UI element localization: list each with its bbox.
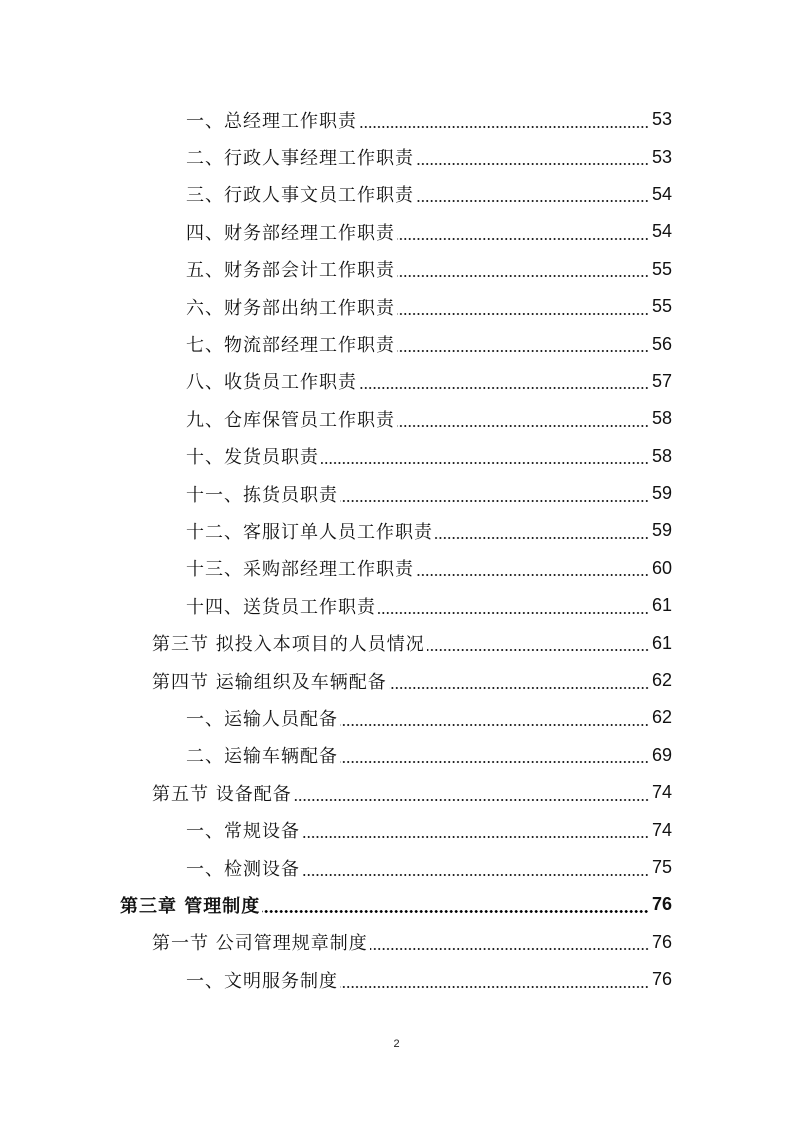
dot-leader — [416, 163, 649, 165]
toc-entry[interactable] — [0, 737, 793, 774]
toc-entry[interactable] — [0, 176, 793, 213]
toc-entry[interactable] — [0, 475, 793, 512]
toc-entry-page: 69 — [651, 744, 672, 765]
toc-entry-title: 一、总经理工作职责 — [186, 110, 357, 132]
toc-entry-page: 76 — [651, 969, 672, 990]
toc-entry-title: 第一节 公司管理规章制度 — [152, 933, 368, 955]
toc-entry[interactable] — [0, 251, 793, 288]
toc-entry-page: 55 — [651, 296, 672, 317]
toc-entry-page: 58 — [651, 408, 672, 429]
toc-entry[interactable] — [0, 325, 793, 362]
toc-entry-title: 十四、送货员工作职责 — [186, 596, 376, 618]
dot-leader — [340, 761, 649, 763]
dot-leader — [397, 275, 649, 277]
toc-entry[interactable] — [0, 849, 793, 886]
toc-entry-title: 十、发货员职责 — [186, 447, 319, 469]
toc-entry-page: 54 — [651, 221, 672, 242]
toc-entry[interactable] — [0, 438, 793, 475]
dot-leader — [302, 874, 649, 876]
toc-entry-title: 十二、客服订单人员工作职责 — [186, 521, 433, 543]
dot-leader — [435, 537, 649, 539]
toc-entry-page: 55 — [651, 258, 672, 279]
toc-section-entry[interactable] — [0, 624, 793, 661]
toc-entry[interactable] — [0, 138, 793, 175]
toc-entry-title: 十三、采购部经理工作职责 — [186, 559, 414, 581]
toc-entry-title: 五、财务部会计工作职责 — [186, 260, 395, 282]
toc-entry[interactable] — [0, 213, 793, 250]
toc-entry-title: 一、检测设备 — [186, 858, 300, 880]
toc-entry-page: 74 — [651, 819, 672, 840]
toc-entry-title: 第五节 设备配备 — [152, 783, 292, 805]
dot-leader — [416, 200, 649, 202]
toc-entry-title: 二、运输车辆配备 — [186, 746, 338, 768]
toc-entry-page: 74 — [651, 782, 672, 803]
toc-entry-page: 59 — [651, 520, 672, 541]
toc-entry-title: 八、收货员工作职责 — [186, 372, 357, 394]
dot-leader — [389, 687, 649, 689]
toc-entry-title: 二、行政人事经理工作职责 — [186, 148, 414, 170]
dot-leader — [321, 462, 649, 464]
toc-entry[interactable] — [0, 363, 793, 400]
toc-entry-title: 三、行政人事文员工作职责 — [186, 185, 414, 207]
toc-entry-title: 四、财务部经理工作职责 — [186, 222, 395, 244]
toc-chapter-entry[interactable] — [0, 886, 793, 923]
toc-entry-page: 62 — [651, 707, 672, 728]
toc-entry-title: 七、物流部经理工作职责 — [186, 335, 395, 357]
toc-entry[interactable] — [0, 550, 793, 587]
toc-entry-page: 61 — [651, 595, 672, 616]
toc-entry-page: 62 — [651, 670, 672, 691]
toc-entry-page: 56 — [651, 333, 672, 354]
toc-entry-page: 76 — [651, 931, 672, 952]
toc-entry-page: 76 — [651, 894, 672, 915]
dot-leader — [397, 350, 649, 352]
dot-leader — [416, 574, 649, 576]
dot-leader — [302, 836, 649, 838]
toc-entry-title: 一、常规设备 — [186, 821, 300, 843]
toc-entry-title: 一、运输人员配备 — [186, 708, 338, 730]
dot-leader — [340, 986, 649, 988]
dot-leader — [359, 387, 649, 389]
table-of-contents — [0, 101, 793, 998]
toc-entry[interactable] — [0, 811, 793, 848]
dot-leader — [397, 313, 649, 315]
toc-section-entry[interactable] — [0, 662, 793, 699]
toc-entry[interactable] — [0, 288, 793, 325]
toc-entry[interactable] — [0, 699, 793, 736]
toc-entry-page: 75 — [651, 857, 672, 877]
dot-leader — [378, 612, 649, 614]
toc-entry[interactable] — [0, 587, 793, 624]
toc-entry[interactable] — [0, 101, 793, 138]
dot-leader — [294, 799, 649, 801]
dot-leader — [427, 649, 649, 651]
toc-entry-page: 61 — [651, 632, 672, 653]
toc-section-entry[interactable] — [0, 774, 793, 811]
dot-leader — [397, 425, 649, 427]
toc-section-entry[interactable] — [0, 924, 793, 961]
page-number: 2 — [393, 1038, 400, 1050]
toc-entry-title: 十一、拣货员职责 — [186, 484, 338, 506]
toc-entry-title: 六、财务部出纳工作职责 — [186, 297, 395, 319]
toc-entry[interactable] — [0, 400, 793, 437]
toc-entry-title: 九、仓库保管员工作职责 — [186, 409, 395, 431]
toc-entry-title: 第三章 管理制度 — [120, 895, 261, 917]
toc-entry[interactable] — [0, 512, 793, 549]
toc-entry-page: 57 — [651, 370, 672, 391]
dot-leader — [340, 724, 649, 726]
dot-leader — [370, 948, 649, 950]
toc-entry-page: 53 — [651, 146, 672, 167]
toc-entry-page: 60 — [651, 557, 672, 578]
dot-leader — [359, 126, 649, 128]
toc-entry-title: 第三节 拟投入本项目的人员情况 — [152, 634, 425, 656]
toc-entry-page: 59 — [651, 483, 672, 504]
toc-entry-page: 58 — [651, 445, 672, 466]
toc-entry-title: 第四节 运输组织及车辆配备 — [152, 671, 387, 693]
toc-entry-page: 53 — [651, 109, 672, 130]
toc-entry-page: 54 — [651, 183, 672, 204]
dot-leader — [340, 500, 649, 502]
dot-leader — [397, 238, 649, 240]
dot-leader — [262, 910, 649, 913]
toc-entry[interactable] — [0, 961, 793, 998]
toc-entry-title: 一、文明服务制度 — [186, 970, 338, 992]
